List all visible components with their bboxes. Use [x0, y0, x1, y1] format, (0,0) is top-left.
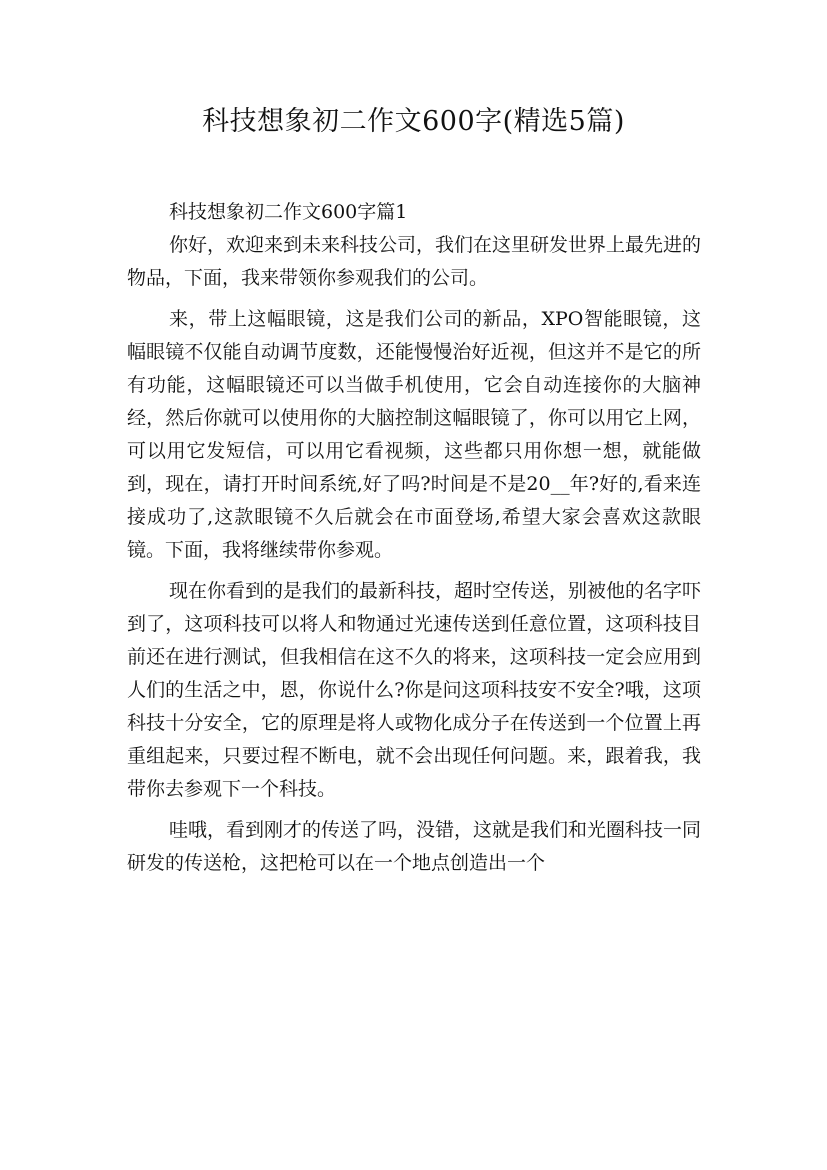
document-body	[127, 196, 701, 888]
paragraph-2: 来，带上这幅眼镜，这是我们公司的新品，XPO智能眼镜，这幅眼镜不仅能自动调节度数，还能慢慢治好近视，但这并不是它的所有功能，这幅眼镜还可以当做手机使用，它会自动连接你的大脑神经，然后你就可以使用你的大脑控制这幅眼镜了，你可以用它上网，可以用它发短信，可以用它看视频，这些都只用你想一想，就能做到，现在，请打开时间系统,好了吗?时间是不是20__年?好的,看来连接成功了,这款眼镜不久后就会在市面登场,希望大家会喜欢这款眼镜。下面，我将继续带你参观。	[127, 308, 701, 561]
paragraph-3: 现在你看到的是我们的最新科技，超时空传送，别被他的名字吓到了，这项科技可以将人和物通过光速传送到任意位置，这项科技目前还在进行测试，但我相信在这不久的将来，这项科技一定会应用到人们的生活之中，恩，你说什么?你是问这项科技安不安全?哦，这项科技十分安全，它的原理是将人或物化成分子在传送到一个位置上再重组起来，只要过程不断电，就不会出现任何问题。来，跟着我，我带你去参观下一个科技。	[127, 580, 702, 800]
document-title: 科技想象初二作文600字(精选5篇)	[202, 106, 625, 137]
section-heading: 科技想象初二作文600字篇1	[169, 201, 408, 223]
paragraph-1: 你好，欢迎来到未来科技公司，我们在这里研发世界上最先进的物品，下面，我来带领你参观我们的公司。	[127, 234, 702, 289]
paragraph-4: 哇哦，看到刚才的传送了吗，没错，这就是我们和光圈科技一同研发的传送枪，这把枪可以在一个地点创造出一个	[127, 819, 702, 874]
